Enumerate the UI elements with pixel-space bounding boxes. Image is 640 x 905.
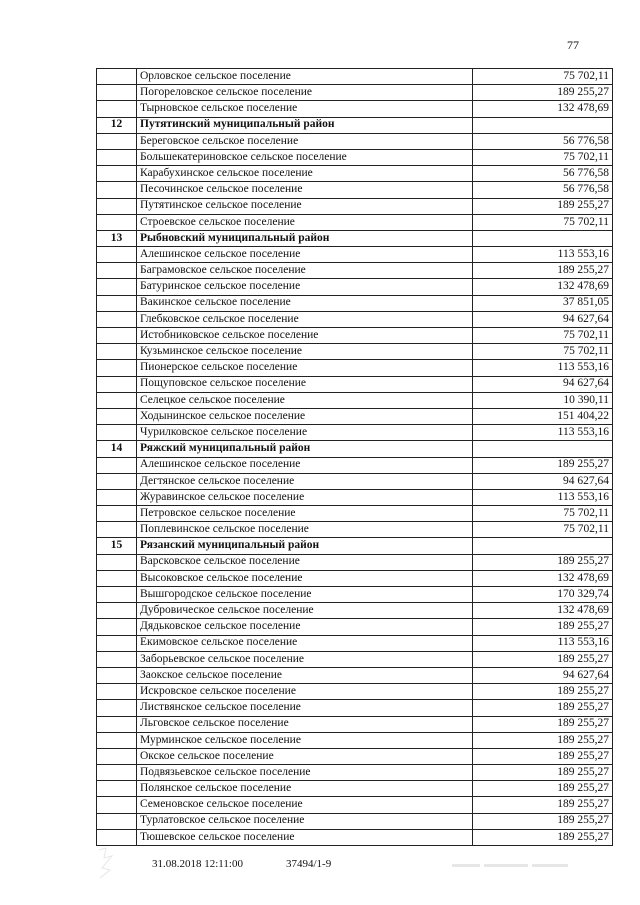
amount-cell: 113 553,16 — [473, 425, 613, 441]
amount-cell: 75 702,11 — [473, 214, 613, 230]
row-number-cell — [97, 69, 137, 85]
amount-cell: 75 702,11 — [473, 522, 613, 538]
amount-cell: 132 478,69 — [473, 279, 613, 295]
amount-cell: 75 702,11 — [473, 149, 613, 165]
settlement-row — [97, 457, 613, 473]
settlement-row — [97, 619, 613, 635]
settlement-name-cell: Варсковское сельское поселение — [137, 554, 473, 570]
settlement-row — [97, 813, 613, 829]
row-number-cell — [97, 651, 137, 667]
settlement-row — [97, 554, 613, 570]
settlement-name-cell: Батуринское сельское поселение — [137, 279, 473, 295]
row-number-cell — [97, 376, 137, 392]
settlement-name-cell: Орловское сельское поселение — [137, 69, 473, 85]
amount-cell: 189 255,27 — [473, 813, 613, 829]
settlement-name-cell: Песочинское сельское поселение — [137, 182, 473, 198]
settlement-row — [97, 376, 613, 392]
settlement-name-cell: Тырновское сельское поселение — [137, 101, 473, 117]
settlement-row — [97, 781, 613, 797]
amount-cell: 132 478,69 — [473, 570, 613, 586]
amount-cell — [473, 117, 613, 133]
row-number-cell — [97, 279, 137, 295]
district-row — [97, 230, 613, 246]
settlement-name-cell: Дегтянское сельское поселение — [137, 473, 473, 489]
settlement-name-cell: Петровское сельское поселение — [137, 506, 473, 522]
row-number-cell: 13 — [97, 230, 137, 246]
row-number-cell — [97, 311, 137, 327]
district-row — [97, 441, 613, 457]
settlement-name-cell: Алешинское сельское поселение — [137, 247, 473, 263]
amount-cell: 75 702,11 — [473, 344, 613, 360]
settlement-row — [97, 716, 613, 732]
amount-cell: 94 627,64 — [473, 667, 613, 683]
settlement-name-cell: Карабухинское сельское поселение — [137, 166, 473, 182]
row-number-cell — [97, 263, 137, 279]
settlement-name-cell: Льговское сельское поселение — [137, 716, 473, 732]
row-number-cell — [97, 797, 137, 813]
footer-doc-code: 37494/1-9 — [286, 858, 332, 870]
settlement-name-cell: Екимовское сельское поселение — [137, 635, 473, 651]
settlement-row — [97, 635, 613, 651]
amount-cell: 132 478,69 — [473, 603, 613, 619]
settlement-row — [97, 311, 613, 327]
settlement-name-cell: Пощуповское сельское поселение — [137, 376, 473, 392]
settlement-name-cell: Глебковское сельское поселение — [137, 311, 473, 327]
row-number-cell — [97, 166, 137, 182]
settlement-name-cell: Большекатериновское сельское поселение — [137, 149, 473, 165]
row-number-cell — [97, 829, 137, 845]
row-number-cell — [97, 748, 137, 764]
amount-cell: 56 776,58 — [473, 133, 613, 149]
settlement-row — [97, 732, 613, 748]
row-number-cell — [97, 457, 137, 473]
settlement-row — [97, 279, 613, 295]
row-number-cell — [97, 425, 137, 441]
row-number-cell — [97, 360, 137, 376]
row-number-cell — [97, 85, 137, 101]
district-row — [97, 117, 613, 133]
settlement-name-cell: Листвянское сельское поселение — [137, 700, 473, 716]
amount-cell: 189 255,27 — [473, 554, 613, 570]
row-number-cell — [97, 473, 137, 489]
row-number-cell — [97, 554, 137, 570]
row-number-cell — [97, 522, 137, 538]
row-number-cell — [97, 506, 137, 522]
settlement-row — [97, 133, 613, 149]
settlement-row — [97, 797, 613, 813]
amount-cell: 189 255,27 — [473, 765, 613, 781]
settlement-name-cell: Высоковское сельское поселение — [137, 570, 473, 586]
row-number-cell — [97, 603, 137, 619]
settlement-name-cell: Заборьевское сельское поселение — [137, 651, 473, 667]
amount-cell: 189 255,27 — [473, 781, 613, 797]
district-name-cell: Путятинский муниципальный район — [137, 117, 473, 133]
amount-cell: 94 627,64 — [473, 311, 613, 327]
settlement-name-cell: Подвязьевское сельское поселение — [137, 765, 473, 781]
settlement-row — [97, 263, 613, 279]
settlement-row — [97, 748, 613, 764]
row-number-cell — [97, 328, 137, 344]
settlement-name-cell: Строевское сельское поселение — [137, 214, 473, 230]
row-number-cell — [97, 570, 137, 586]
row-number-cell — [97, 344, 137, 360]
settlement-name-cell: Искровское сельское поселение — [137, 684, 473, 700]
settlement-row — [97, 214, 613, 230]
settlement-row — [97, 295, 613, 311]
settlement-name-cell: Заокское сельское поселение — [137, 667, 473, 683]
amount-cell: 37 851,05 — [473, 295, 613, 311]
amount-cell — [473, 538, 613, 554]
page-number: 77 — [567, 38, 579, 52]
row-number-cell — [97, 392, 137, 408]
amount-cell: 189 255,27 — [473, 732, 613, 748]
amount-cell: 189 255,27 — [473, 651, 613, 667]
settlement-name-cell: Тюшевское сельское поселение — [137, 829, 473, 845]
amount-cell: 189 255,27 — [473, 797, 613, 813]
settlement-row — [97, 522, 613, 538]
amount-cell: 94 627,64 — [473, 376, 613, 392]
settlement-name-cell: Поплевинское сельское поселение — [137, 522, 473, 538]
settlement-name-cell: Дядьковское сельское поселение — [137, 619, 473, 635]
amount-cell: 189 255,27 — [473, 829, 613, 845]
settlement-row — [97, 489, 613, 505]
settlement-row — [97, 570, 613, 586]
settlement-row — [97, 182, 613, 198]
row-number-cell — [97, 813, 137, 829]
settlement-name-cell: Вакинское сельское поселение — [137, 295, 473, 311]
settlement-name-cell: Кузьминское сельское поселение — [137, 344, 473, 360]
row-number-cell — [97, 214, 137, 230]
amount-cell: 189 255,27 — [473, 700, 613, 716]
row-number-cell — [97, 700, 137, 716]
settlement-name-cell: Истобниковское сельское поселение — [137, 328, 473, 344]
row-number-cell — [97, 684, 137, 700]
settlement-name-cell: Ходынинское сельское поселение — [137, 408, 473, 424]
amount-cell: 189 255,27 — [473, 85, 613, 101]
amount-cell: 10 390,11 — [473, 392, 613, 408]
settlement-name-cell: Пионерское сельское поселение — [137, 360, 473, 376]
row-number-cell — [97, 295, 137, 311]
faint-watermark — [452, 856, 592, 872]
amount-cell: 113 553,16 — [473, 247, 613, 263]
row-number-cell — [97, 198, 137, 214]
settlement-row — [97, 667, 613, 683]
district-name-cell: Рыбновский муниципальный район — [137, 230, 473, 246]
amount-cell: 151 404,22 — [473, 408, 613, 424]
row-number-cell — [97, 247, 137, 263]
allocation-table — [96, 68, 613, 846]
settlement-row — [97, 425, 613, 441]
row-number-cell — [97, 667, 137, 683]
settlement-name-cell: Дубровическое сельское поселение — [137, 603, 473, 619]
amount-cell: 189 255,27 — [473, 263, 613, 279]
settlement-name-cell: Турлатовское сельское поселение — [137, 813, 473, 829]
amount-cell: 189 255,27 — [473, 198, 613, 214]
settlement-row — [97, 587, 613, 603]
row-number-cell — [97, 781, 137, 797]
amount-cell: 189 255,27 — [473, 619, 613, 635]
settlement-row — [97, 101, 613, 117]
settlement-row — [97, 344, 613, 360]
settlement-name-cell: Мурминское сельское поселение — [137, 732, 473, 748]
settlement-row — [97, 69, 613, 85]
settlement-name-cell: Чурилковское сельское поселение — [137, 425, 473, 441]
settlement-name-cell: Береговское сельское поселение — [137, 133, 473, 149]
amount-cell: 75 702,11 — [473, 328, 613, 344]
settlement-row — [97, 473, 613, 489]
settlement-name-cell: Семеновское сельское поселение — [137, 797, 473, 813]
amount-cell — [473, 230, 613, 246]
settlement-name-cell: Путятинское сельское поселение — [137, 198, 473, 214]
amount-cell: 113 553,16 — [473, 489, 613, 505]
settlement-row — [97, 247, 613, 263]
settlement-row — [97, 506, 613, 522]
settlement-row — [97, 149, 613, 165]
row-number-cell — [97, 182, 137, 198]
district-name-cell: Ряжский муниципальный район — [137, 441, 473, 457]
row-number-cell — [97, 619, 137, 635]
amount-cell: 170 329,74 — [473, 587, 613, 603]
amount-cell: 189 255,27 — [473, 457, 613, 473]
settlement-row — [97, 700, 613, 716]
row-number-cell — [97, 635, 137, 651]
amount-cell: 189 255,27 — [473, 684, 613, 700]
settlement-name-cell: Алешинское сельское поселение — [137, 457, 473, 473]
district-name-cell: Рязанский муниципальный район — [137, 538, 473, 554]
settlement-row — [97, 360, 613, 376]
row-number-cell: 12 — [97, 117, 137, 133]
row-number-cell — [97, 133, 137, 149]
settlement-name-cell: Окское сельское поселение — [137, 748, 473, 764]
settlement-row — [97, 603, 613, 619]
amount-cell — [473, 441, 613, 457]
settlement-row — [97, 684, 613, 700]
stamp-mark — [96, 846, 118, 880]
settlement-name-cell: Журавинское сельское поселение — [137, 489, 473, 505]
row-number-cell — [97, 732, 137, 748]
amount-cell: 189 255,27 — [473, 716, 613, 732]
settlement-row — [97, 765, 613, 781]
amount-cell: 189 255,27 — [473, 748, 613, 764]
settlement-row — [97, 328, 613, 344]
settlement-name-cell: Баграмовское сельское поселение — [137, 263, 473, 279]
amount-cell: 94 627,64 — [473, 473, 613, 489]
footer-date: 31.08.2018 12:11:00 — [152, 858, 243, 870]
row-number-cell — [97, 408, 137, 424]
row-number-cell — [97, 765, 137, 781]
settlement-row — [97, 651, 613, 667]
settlement-name-cell: Селецкое сельское поселение — [137, 392, 473, 408]
settlement-row — [97, 85, 613, 101]
row-number-cell — [97, 587, 137, 603]
amount-cell: 56 776,58 — [473, 182, 613, 198]
amount-cell: 75 702,11 — [473, 69, 613, 85]
row-number-cell — [97, 149, 137, 165]
amount-cell: 113 553,16 — [473, 360, 613, 376]
settlement-row — [97, 198, 613, 214]
row-number-cell: 15 — [97, 538, 137, 554]
amount-cell: 132 478,69 — [473, 101, 613, 117]
row-number-cell — [97, 489, 137, 505]
settlement-row — [97, 408, 613, 424]
settlement-row — [97, 166, 613, 182]
settlement-row — [97, 392, 613, 408]
amount-cell: 113 553,16 — [473, 635, 613, 651]
table-body — [97, 69, 613, 846]
settlement-name-cell: Вышгородское сельское поселение — [137, 587, 473, 603]
amount-cell: 75 702,11 — [473, 506, 613, 522]
row-number-cell: 14 — [97, 441, 137, 457]
settlement-name-cell: Полянское сельское поселение — [137, 781, 473, 797]
row-number-cell — [97, 101, 137, 117]
settlement-name-cell: Погореловское сельское поселение — [137, 85, 473, 101]
settlement-row — [97, 829, 613, 845]
amount-cell: 56 776,58 — [473, 166, 613, 182]
district-row — [97, 538, 613, 554]
row-number-cell — [97, 716, 137, 732]
